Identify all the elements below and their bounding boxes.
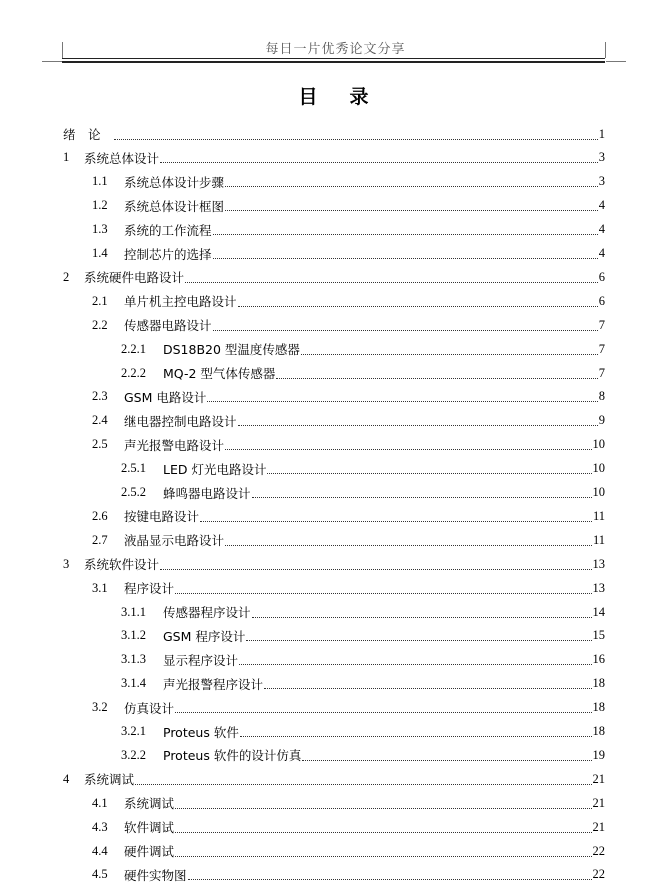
toc-entry-page-number: 11 xyxy=(592,532,605,547)
toc-entry[interactable] xyxy=(92,289,605,313)
toc-entry-page-number: 4 xyxy=(598,198,605,213)
toc-entry[interactable] xyxy=(63,146,605,170)
toc-leader-dots xyxy=(175,796,591,809)
toc-entry-page-number: 22 xyxy=(592,867,605,882)
toc-entry[interactable] xyxy=(121,624,605,648)
toc-entry-number: 3.1.4 xyxy=(121,676,146,691)
toc-entry-title: 液晶显示电路设计 xyxy=(124,533,225,549)
toc-entry-number: 3 xyxy=(63,556,70,571)
crop-mark-right-horizontal xyxy=(606,61,626,62)
toc-leader-dots xyxy=(175,844,591,857)
toc-leader-dots xyxy=(225,533,592,546)
toc-entry-title: 硬件调试 xyxy=(124,844,175,859)
toc-leader-dots xyxy=(252,605,592,618)
toc-entry[interactable] xyxy=(92,696,605,720)
toc-entry-page-number: 3 xyxy=(598,174,605,189)
toc-entry-title: 系统调试 xyxy=(84,772,135,788)
crop-mark-left-horizontal xyxy=(42,61,62,62)
toc-entry-number: 2.2 xyxy=(92,317,108,332)
toc-entry-title: 控制芯片的选择 xyxy=(124,246,212,262)
toc-entry-title: 声光报警程序设计 xyxy=(163,676,264,692)
toc-entry-page-number: 3 xyxy=(598,150,605,165)
toc-entry-title: GSM 程序设计 xyxy=(163,628,246,644)
toc-entry-page-number: 7 xyxy=(598,341,605,356)
toc-leader-dots xyxy=(207,389,597,402)
toc-entry-page-number: 21 xyxy=(592,819,605,834)
toc-entry-page-number: 8 xyxy=(598,389,605,404)
toc-entry-number: 2.5 xyxy=(92,437,108,452)
toc-entry[interactable] xyxy=(92,218,605,242)
toc-entry-page-number: 7 xyxy=(598,317,605,332)
toc-entry-title: LED 灯光电路设计 xyxy=(163,461,267,477)
toc-entry-title: 显示程序设计 xyxy=(163,652,239,668)
toc-entry[interactable] xyxy=(121,600,605,624)
toc-entry-page-number: 4 xyxy=(598,222,605,237)
toc-title-right: 录 xyxy=(349,86,373,108)
toc-entry-title: 系统总体设计步骤 xyxy=(124,174,225,190)
toc-entry-page-number: 4 xyxy=(598,246,605,260)
toc-entry-title: 按键电路设计 xyxy=(124,509,200,525)
toc-entry-page-number: 14 xyxy=(592,604,605,619)
page-header xyxy=(0,0,671,70)
toc-entry-page-number: 21 xyxy=(592,795,605,810)
toc-entry-page-number: 16 xyxy=(592,652,605,667)
toc-entry-title: 系统总体设计 xyxy=(84,150,160,166)
toc-entry[interactable] xyxy=(121,481,605,505)
toc-entry[interactable] xyxy=(92,385,605,409)
toc-leader-dots xyxy=(238,294,598,307)
toc-entry[interactable] xyxy=(92,791,605,815)
toc-entry[interactable] xyxy=(121,457,605,481)
toc-title-left: 目 xyxy=(298,86,322,108)
toc-leader-dots xyxy=(240,724,592,737)
toc-entry-number: 2.3 xyxy=(92,389,108,404)
toc-entry-title: 程序设计 xyxy=(124,581,175,597)
toc-leader-dots xyxy=(160,150,598,163)
toc-entry[interactable] xyxy=(92,576,605,600)
toc-leader-dots xyxy=(302,748,591,761)
toc-entry-page-number: 18 xyxy=(592,724,605,738)
toc-leader-dots xyxy=(238,413,598,426)
toc-entry-title: 单片机主控电路设计 xyxy=(124,294,237,310)
toc-entry-number: 2.7 xyxy=(92,532,108,547)
toc-entry[interactable] xyxy=(121,337,605,361)
toc-leader-dots xyxy=(135,772,591,785)
toc-leader-dots xyxy=(225,174,598,187)
toc-entry-page-number: 18 xyxy=(592,676,605,691)
toc-leader-dots xyxy=(175,820,591,833)
toc-entry-page-number: 10 xyxy=(592,461,605,476)
toc-entry-title: 系统的工作流程 xyxy=(124,222,212,238)
toc-entry-number: 2 xyxy=(63,269,70,284)
toc-entry-title: 系统调试 xyxy=(124,796,175,812)
toc-entry[interactable] xyxy=(92,313,605,337)
header-rule-thin xyxy=(62,58,605,59)
toc-entry-number: 3.1.3 xyxy=(121,652,146,667)
toc-entry-page-number: 9 xyxy=(598,413,605,428)
toc-entry-page-number: 13 xyxy=(592,556,605,571)
toc-entry-title: 硬件实物图 xyxy=(124,867,187,883)
toc-entry-title: DS18B20 型温度传感器 xyxy=(163,342,300,358)
toc-entry[interactable] xyxy=(92,170,605,194)
toc-entry-number: 绪 论 xyxy=(63,127,101,142)
toc-leader-dots xyxy=(175,700,591,713)
toc-entry-number: 1 xyxy=(63,150,70,165)
header-text: 每日一片优秀论文分享 xyxy=(265,42,406,57)
toc-entry-title: GSM 电路设计 xyxy=(124,389,207,405)
toc-leader-dots xyxy=(175,581,591,594)
toc-entry-title: 仿真设计 xyxy=(124,700,175,716)
toc-entry-page-number: 1 xyxy=(598,126,605,141)
toc-entry-number: 4.1 xyxy=(92,795,108,810)
toc-entry[interactable] xyxy=(92,433,605,457)
toc-entry-title: Proteus 软件的设计仿真 xyxy=(163,748,302,764)
toc-entry-page-number: 6 xyxy=(598,269,605,284)
toc-entry-title: 系统硬件电路设计 xyxy=(84,270,185,286)
toc-entry-page-number: 19 xyxy=(592,747,605,762)
toc-entry-page-number: 13 xyxy=(592,580,605,595)
toc-entry-number: 2.4 xyxy=(92,413,108,428)
toc-entry-page-number: 15 xyxy=(592,628,605,643)
toc-entry-title: 系统软件设计 xyxy=(84,557,160,573)
toc-entry[interactable] xyxy=(63,767,605,791)
toc-entry[interactable] xyxy=(92,815,605,839)
toc-entry[interactable] xyxy=(63,552,605,576)
toc-leader-dots xyxy=(225,198,598,211)
toc-leader-dots xyxy=(301,342,598,355)
toc-entry[interactable] xyxy=(92,409,605,433)
toc-leader-dots xyxy=(213,222,598,235)
toc-entry-number: 3.1 xyxy=(92,580,108,595)
toc-entry[interactable] xyxy=(92,839,605,863)
toc-entry-number: 1.2 xyxy=(92,198,108,213)
toc-entry-title: 系统总体设计框图 xyxy=(124,198,225,214)
toc-entry[interactable] xyxy=(121,672,605,696)
toc-leader-dots xyxy=(276,366,597,379)
toc-entry-number: 2.5.2 xyxy=(121,485,146,499)
toc-entry-number: 3.1.1 xyxy=(121,604,146,619)
toc-leader-dots xyxy=(200,509,592,522)
toc-entry-title: 声光报警电路设计 xyxy=(124,437,225,453)
toc-entry-page-number: 18 xyxy=(592,700,605,715)
toc-leader-dots xyxy=(264,676,591,689)
toc-leader-dots xyxy=(213,246,598,259)
toc-entry[interactable] xyxy=(121,648,605,672)
toc-entry-number: 2.6 xyxy=(92,508,108,523)
toc-entry[interactable] xyxy=(92,863,605,887)
toc-entry-number: 4.4 xyxy=(92,843,108,858)
toc-entry-page-number: 10 xyxy=(592,437,605,452)
toc-leader-dots xyxy=(246,628,591,641)
toc-entry[interactable] xyxy=(92,528,605,552)
header-rule-thick xyxy=(62,61,605,63)
toc-entry[interactable] xyxy=(92,242,605,266)
toc-entry-number: 3.2 xyxy=(92,700,108,715)
toc-entry[interactable] xyxy=(63,122,605,146)
toc-entry-number: 3.2.2 xyxy=(121,747,146,762)
toc-leader-dots xyxy=(185,270,598,283)
toc-entry-number: 3.2.1 xyxy=(121,724,146,738)
toc-entry-number: 1.1 xyxy=(92,174,108,189)
toc-entry-page-number: 10 xyxy=(592,485,605,499)
toc-entry-page-number: 21 xyxy=(592,771,605,786)
toc-entry[interactable] xyxy=(92,194,605,218)
toc-entry-title: 软件调试 xyxy=(124,820,175,836)
toc-leader-dots xyxy=(114,127,598,140)
toc-entry-title: 继电器控制电路设计 xyxy=(124,413,237,429)
toc-entry-page-number: 22 xyxy=(592,843,605,858)
toc-leader-dots xyxy=(252,485,592,498)
toc-leader-dots xyxy=(188,867,592,880)
toc-entry-title: 传感器电路设计 xyxy=(124,318,212,334)
toc-entry-title: MQ-2 型气体传感器 xyxy=(163,366,276,381)
toc-entry-number: 2.2.1 xyxy=(121,341,146,356)
toc-entry[interactable] xyxy=(121,361,605,385)
toc-entry-page-number: 7 xyxy=(598,365,605,380)
toc-entry-number: 4.5 xyxy=(92,867,108,882)
toc-entry-number: 2.2.2 xyxy=(121,365,146,380)
toc-leader-dots xyxy=(160,557,591,570)
toc-entry-number: 2.1 xyxy=(92,293,108,308)
toc-leader-dots xyxy=(239,652,591,665)
toc-leader-dots xyxy=(225,437,591,450)
toc-entry-number: 1.4 xyxy=(92,246,108,260)
toc-entry[interactable] xyxy=(63,265,605,289)
toc-leader-dots xyxy=(213,318,598,331)
toc-entry-title: 蜂鸣器电路设计 xyxy=(163,485,251,501)
toc-entry-number: 3.1.2 xyxy=(121,628,146,643)
toc-entry-number: 1.3 xyxy=(92,222,108,237)
toc-entry[interactable] xyxy=(121,743,605,767)
toc-entry-title: Proteus 软件 xyxy=(163,724,239,740)
toc-entry-number: 4 xyxy=(63,771,70,786)
toc-entry-page-number: 6 xyxy=(598,293,605,308)
toc-entry[interactable] xyxy=(121,720,605,744)
toc-entry-number: 4.3 xyxy=(92,819,108,834)
toc-title xyxy=(0,82,671,109)
toc-entry-title: 传感器程序设计 xyxy=(163,605,251,620)
toc-leader-dots xyxy=(267,461,591,474)
toc-entry[interactable] xyxy=(92,504,605,528)
toc-entry-number: 2.5.1 xyxy=(121,461,146,476)
toc-entry-page-number: 11 xyxy=(592,508,605,523)
